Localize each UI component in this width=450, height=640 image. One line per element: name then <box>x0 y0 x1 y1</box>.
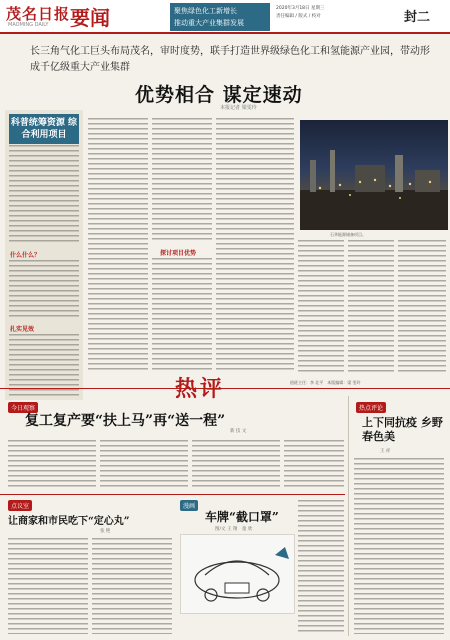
page-number: 封二 <box>404 10 431 25</box>
lead-column-2 <box>152 118 212 243</box>
sidebar-text-1 <box>9 145 79 245</box>
date-info <box>276 5 396 21</box>
date-line: 2020年3月18日 星期三 <box>276 6 325 11</box>
lead-column-2b <box>152 258 212 373</box>
banner-line-1: 聚焦绿色化工新增长 <box>174 7 237 15</box>
tag-hot-comment: 热点评论 <box>356 402 386 413</box>
masthead-banner <box>170 3 270 31</box>
sidebar-text-2 <box>9 260 79 320</box>
editor-line: 责任编辑 / 版式 / 校对 <box>276 14 321 19</box>
tag-cartoon: 漫画 <box>180 500 198 511</box>
sidebar-text-3 <box>9 334 79 396</box>
car-mask-cartoon <box>181 535 294 613</box>
newspaper-logo-en: MAOMING DAILY <box>8 22 49 28</box>
photo-caption: 石华能源储备项目。 <box>330 232 366 237</box>
newspaper-logo: 茂名日报 <box>6 5 71 23</box>
opinion-author-1: 新 技 文 <box>230 429 247 434</box>
lead-column-4 <box>298 240 344 372</box>
sidebar-subhead-1: 什么什么？ <box>10 252 41 259</box>
lead-headline: 优势相合 谋定速动 <box>135 84 303 106</box>
opinion-author-2: 王 祥 <box>380 449 391 454</box>
banner-line-2: 推动重大产业集群发展 <box>174 19 244 27</box>
opinion-1-col-2 <box>100 440 188 490</box>
opinion-1-col-1 <box>8 440 96 490</box>
sidebar-subhead-2: 扎实见效 <box>10 326 35 333</box>
cartoon-author: 图/文 王 翔 童 欣 <box>215 527 253 532</box>
opinion-2-text <box>354 458 444 634</box>
lead-byline: 本报记者 梁雯玲 <box>220 105 257 111</box>
industrial-plant-illustration <box>300 120 448 230</box>
inner-divider <box>0 494 345 495</box>
cartoon-image <box>180 534 295 614</box>
opinion-1-col-4 <box>284 440 344 490</box>
sidebar-title: 科普统筹资源 综合利用项目 <box>9 114 79 144</box>
opinion-headline-1: 复工复产要“扶上马”再“送一程” <box>25 413 226 429</box>
lead-column-5 <box>348 240 394 372</box>
lead-photo <box>300 120 448 230</box>
lead-column-6 <box>398 240 446 372</box>
opinion-section-title: 热评 <box>175 376 226 402</box>
opinion-3-col-1 <box>8 538 88 634</box>
lead-column-1 <box>88 118 148 373</box>
opinion-author-3: 张 艳 <box>100 529 111 534</box>
opinion-headline-3: 让商家和市民吃下“定心丸” <box>8 516 130 527</box>
cartoon-side-text <box>298 500 344 634</box>
lead-subheadline: 长三角气化工巨头布局茂名，审时度势，联手打造世界级绿色化工和氢能源产业园，带动形成千亿级重大产业集群 <box>30 46 430 73</box>
opinion-headline-2: 上下同抗疫 乡野春色美 <box>362 416 443 443</box>
tag-discussion: 点议室 <box>8 500 32 511</box>
column-divider <box>348 396 349 636</box>
page-editor-line: 值班主任：李 北平 本版编辑：梁 雯玲 <box>290 380 361 385</box>
opinion-1-col-3 <box>192 440 280 490</box>
lead-column-3 <box>216 118 294 373</box>
opinion-3-col-2 <box>92 538 172 634</box>
tag-today-observe: 今日观察 <box>8 402 38 413</box>
cartoon-headline: 车牌“截口罩” <box>205 510 279 524</box>
section-title: 要闻 <box>70 6 110 30</box>
lead-column-subhead: 探讨项目优势 <box>160 250 197 257</box>
